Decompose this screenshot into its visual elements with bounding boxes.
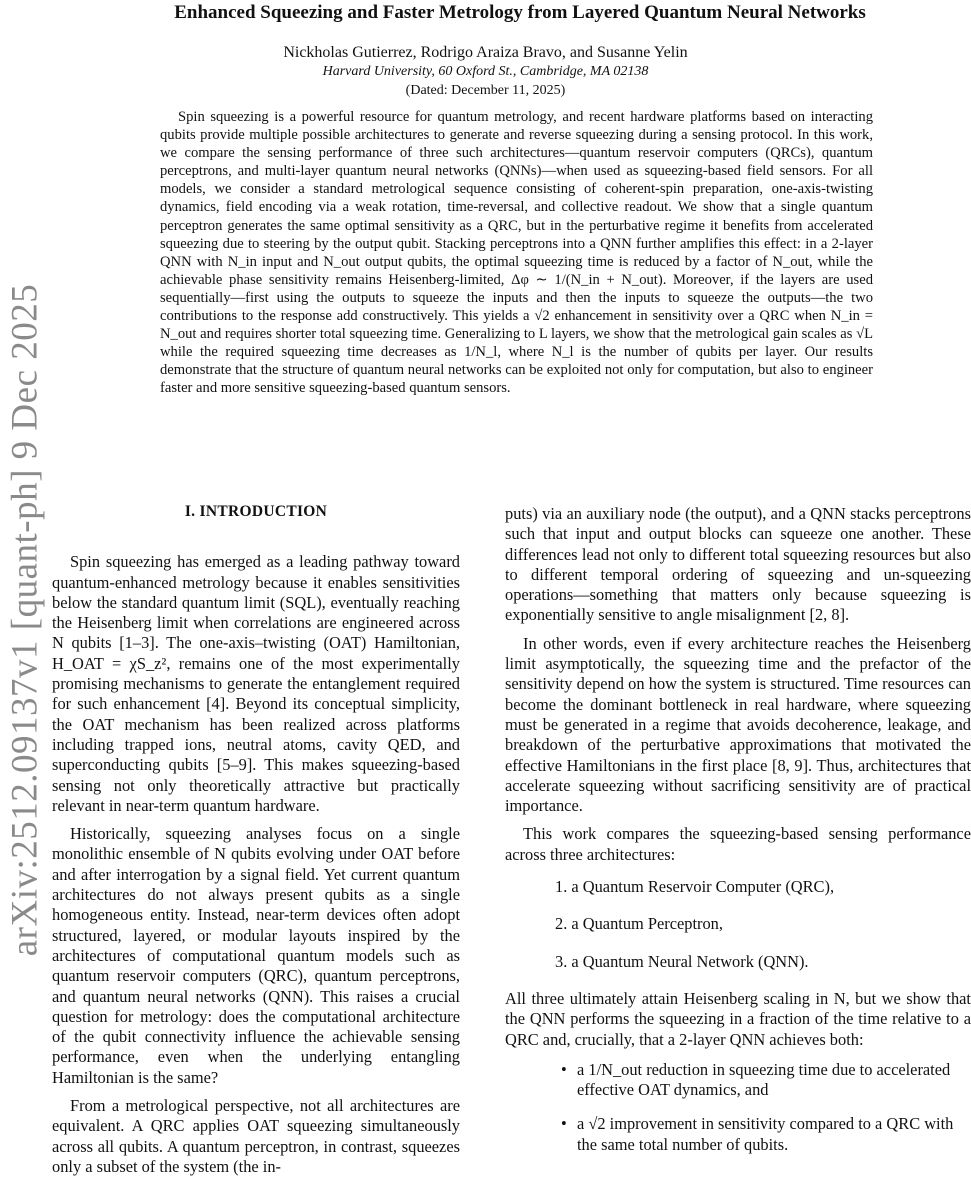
date-line: (Dated: December 11, 2025) <box>405 83 566 98</box>
abstract: Spin squeezing is a powerful resource for quantum metrology, and recent hardware platforms based on interacting qubits provide multiple possible architectures to generate and reverse squeezing during a sensing protocol. In this work, we compare the sensing performance of three such architectures—quantum reservoir computers (QRCs), quantum perceptrons, and multi-layer quantum neural networks (QNNs)—when used as squeezing-based field sensors. For all models, we consider a standard metrological sequence consisting of coherent-spin preparation, one-axis-twisting dynamics, field encoding via a weak rotation, time-reversal, and collective readout. We show that a single quantum perceptron generates the same optimal sensitivity as a QRC, but in the perturbative regime it benefits from accelerated squeezing due to steering by the output qubit. Stacking perceptrons into a QNN further amplifies this effect: in a 2-layer QNN with N_in input and N_out output qubits, the optimal squeezing time is reduced by a factor of N_out, while the achievable phase sensitivity remains Heisenberg-limited, Δφ ∼ 1/(N_in + N_out). Moreover, if the layers are used sequentially—first using the outputs to squeeze the inputs and then the inputs to squeeze the outputs—the two contributions to the response add constructively. This yields a √2 enhancement in sensitivity over a QRC when N_in = N_out and requires shorter total squeezing time. Generalizing to L layers, we show that the metrological gain scales as √L while the required squeezing time decreases as 1/N_l, where N_l is the number of qubits per layer. Our results demonstrate that the structure of quantum neural networks can be exploited not only for computation, but also to engineer faster and more sensitive squeezing-based quantum sensors. <box>160 109 873 397</box>
arxiv-sidebar <box>0 270 50 970</box>
intro-paragraph-7: All three ultimately attain Heisenberg scaling in N, but we show that the QNN performs the squeezing in a fraction of the time relative to a QRC and, crucially, that a 2-layer QNN achieves both: <box>505 988 971 1049</box>
arxiv-stamp: arXiv:2512.09137v1 [quant-ph] 9 Dec 2025 <box>4 283 46 957</box>
section-heading-introduction: I. INTRODUCTION <box>184 503 328 520</box>
list-item: 2. a Quantum Perceptron, <box>555 914 723 934</box>
intro-paragraph-5: In other words, even if every architecture reaches the Heisenberg limit asymptotically, the squeezing time and the prefactor of the sensitivity depend on how the system is structured. Time resources can become the dominant bottleneck in real hardware, where squeezing must be generated in a regime that avoids decoherence, leakage, and breakdown of the perturbative approximations that motivated the effective Hamiltonians in the first place [8, 9]. Thus, architectures that accelerate squeezing without sacrificing sensitivity are of practical importance. <box>505 633 971 816</box>
left-column <box>52 502 460 1185</box>
results-list <box>505 1060 971 1155</box>
intro-paragraph-6: This work compares the squeezing-based sensing performance across three architectures: <box>505 824 971 864</box>
intro-paragraph-4: puts) via an auxiliary node (the output), and a QNN stacks perceptrons such that input and output blocks can squeeze one another. These differences lead not only to different total squeezing resources but also to different temporal ordering of squeezing and un-squeezing operations—something that matters only because squeezing is exponentially sensitive to angle misalignment [2, 8]. <box>505 504 971 625</box>
paper-title: Enhanced Squeezing and Faster Metrology from Layered Quantum Neural Networks <box>174 2 866 23</box>
right-column <box>505 504 971 1169</box>
intro-paragraph-2: Historically, squeezing analyses focus on a single monolithic ensemble of N qubits evolving under OAT before and after interrogation by a signal field. Yet current quantum architectures do not always present qubits as a single homogeneous entity. Instead, near-term devices often adopt structured, layered, or modular layouts inspired by the architectures of computational quantum models such as quantum reservoir computers (QRC), quantum perceptrons, and quantum neural networks (QNN). This raises a crucial question for metrology: does the computational architecture of the qubit connectivity influence the achievable sensing performance, even when the underlying entangling Hamiltonian is the same? <box>52 824 460 1087</box>
list-item: 1. a Quantum Reservoir Computer (QRC), <box>555 877 835 897</box>
list-item: 3. a Quantum Neural Network (QNN). <box>555 951 809 971</box>
intro-paragraph-1: Spin squeezing has emerged as a leading pathway toward quantum-enhanced metrology because it enables sensitivities below the standard quantum limit (SQL), eventually reaching the Heisenberg limit when correlations are engineered across N qubits [1–3]. The one-axis–twisting (OAT) Hamiltonian, H_OAT = χS_z², remains one of the most experimentally promising mechanisms to generate the entanglement required for such enhancement [4]. Beyond its conceptual simplicity, the OAT mechanism has been realized across platforms including trapped ions, neutral atoms, cavity QED, and superconducting qubits [5–9]. This makes squeezing-based sensing not only theoretically attractive but practically relevant in near-term quantum hardware. <box>52 552 460 815</box>
affiliation: Harvard University, 60 Oxford St., Cambridge, MA 02138 <box>322 64 649 79</box>
list-item: • a √2 improvement in sensitivity compared to a QRC with the same total number of qubits. <box>577 1114 971 1155</box>
intro-paragraph-3: From a metrological perspective, not all architectures are equivalent. A QRC applies OAT squeezing simultaneously across all qubits. A quantum perceptron, in contrast, squeezes only a subset of the system (the in- <box>52 1096 460 1176</box>
author-list: Nickholas Gutierrez, Rodrigo Araiza Bravo, and Susanne Yelin <box>283 44 688 61</box>
architecture-list <box>505 877 971 972</box>
list-item: • a 1/N_out reduction in squeezing time due to accelerated effective OAT dynamics, and <box>577 1060 971 1101</box>
